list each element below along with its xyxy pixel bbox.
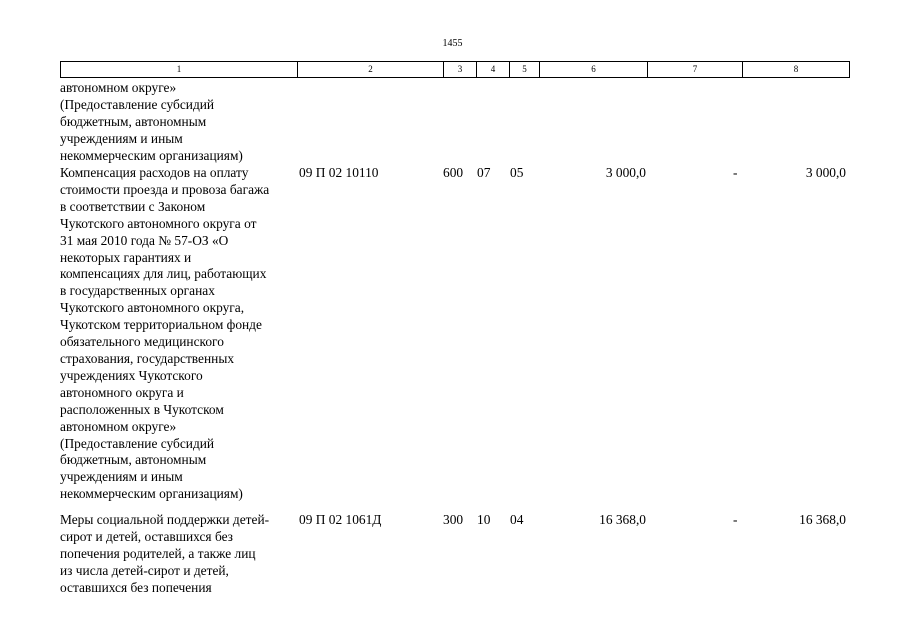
- row-col-6: 16 368,0: [599, 512, 646, 527]
- header-col-6: 6: [539, 62, 647, 77]
- row-name: Компенсация расходов на оплату стоимости проезда и провоза багажа в соответствии с Законом Чукотского автономного округа от 31 мая 2010 года № 57-ОЗ «О некоторых гарантиях и компенсациях для лиц, работающих в государственных органах Чукотского автономного округа, Чукотском территориальном фонде обязательного медицинского страхования, государственных учреждениях Чукотского автономного округа и расположенных в Чукотском автономном округе» (Предоставление субсидий бюджетным, автономным учреждениям и иным некоммерческим организациям): [60, 165, 270, 502]
- page-number: 1455: [442, 38, 463, 49]
- row-col-5: 05: [510, 165, 524, 180]
- header-col-7: 7: [647, 62, 742, 77]
- row-code: 09 П 02 10110: [299, 165, 379, 180]
- row-col-4: 07: [477, 165, 491, 180]
- row-code: 09 П 02 1061Д: [299, 512, 382, 527]
- header-col-4: 4: [476, 62, 509, 77]
- row-col-8: 3 000,0: [805, 165, 846, 180]
- header-col-2: 2: [297, 62, 443, 77]
- row-col-6: 3 000,0: [605, 165, 646, 180]
- row-col-4: 10: [477, 512, 491, 527]
- table-header: [60, 61, 850, 78]
- header-col-5: 5: [509, 62, 539, 77]
- header-col-3: 3: [443, 62, 476, 77]
- row-col-7: -: [733, 512, 738, 527]
- header-col-8: 8: [742, 62, 850, 77]
- header-col-1: 1: [60, 62, 297, 77]
- row-col-5: 04: [510, 512, 524, 527]
- row-col-3: 600: [443, 165, 464, 180]
- row-col-7: -: [733, 165, 738, 180]
- row-col-8: 16 368,0: [799, 512, 846, 527]
- row-name: Меры социальной поддержки детей- сирот и детей, оставшихся без попечения родителей, а также лиц из числа детей-сирот и детей, оставшихся без попечения: [60, 512, 270, 595]
- row-name: автономном округе» (Предоставление субсидий бюджетным, автономным учреждениям и иным некоммерческим организациям): [60, 80, 243, 163]
- row-col-3: 300: [443, 512, 464, 527]
